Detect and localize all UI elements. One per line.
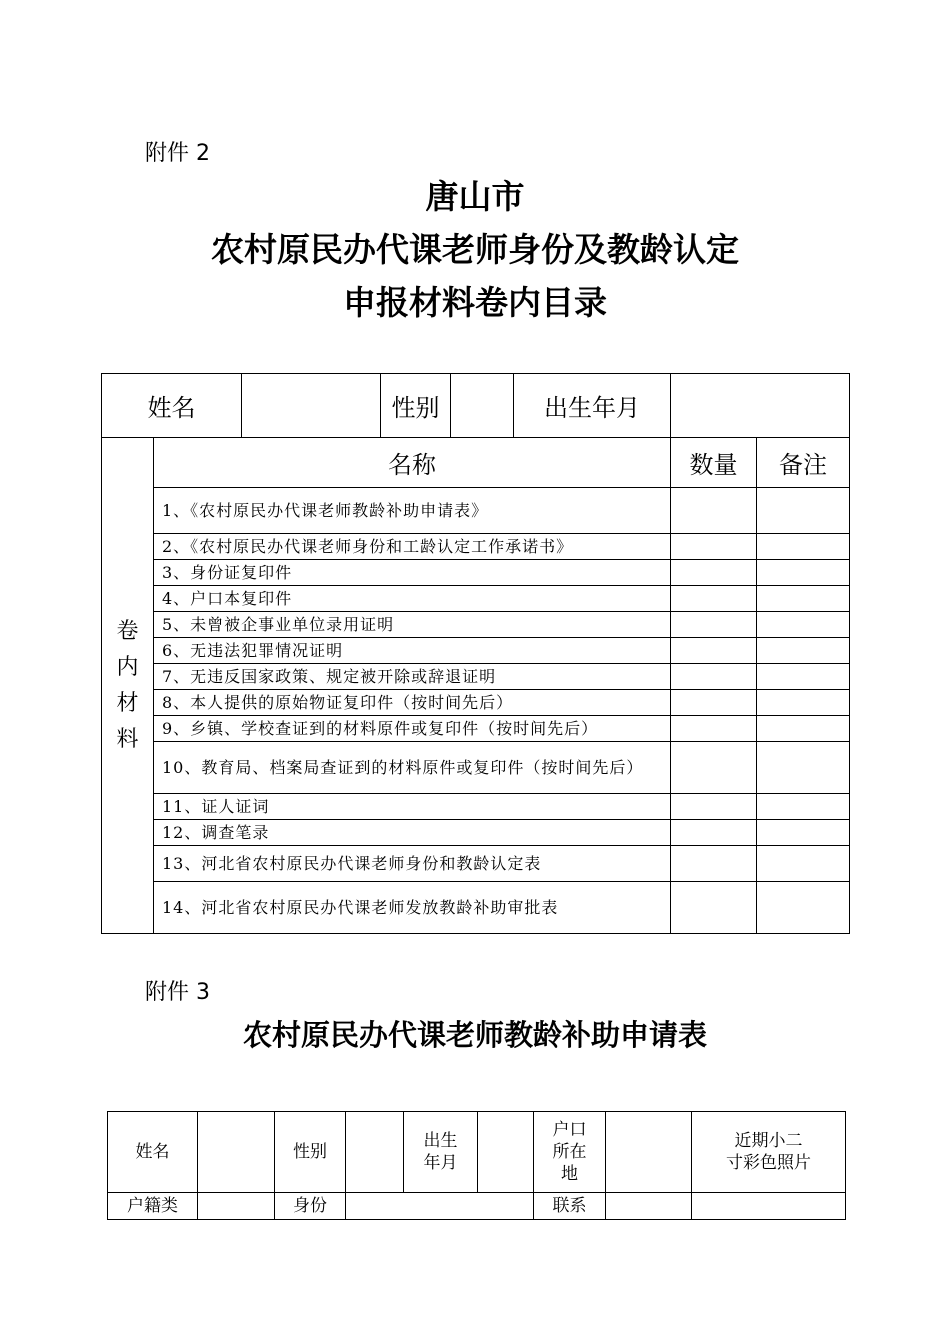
quantity-cell[interactable] bbox=[671, 820, 757, 846]
table-row bbox=[102, 690, 850, 716]
form-contact-value[interactable] bbox=[606, 1193, 692, 1220]
form-contact-label: 联系 bbox=[534, 1193, 606, 1220]
form-birth-label: 出生 年月 bbox=[404, 1112, 478, 1193]
remarks-cell[interactable] bbox=[757, 690, 850, 716]
quantity-cell[interactable] bbox=[671, 488, 757, 534]
side-label-cell bbox=[102, 438, 154, 934]
title-line-2: 农村原民办代课老师身份及教龄认定 bbox=[211, 230, 739, 269]
catalog-table bbox=[101, 373, 850, 934]
application-form-table bbox=[107, 1111, 846, 1220]
table-row bbox=[102, 820, 850, 846]
gender-label: 性别 bbox=[381, 374, 451, 438]
table-row bbox=[102, 560, 850, 586]
item-label: 8、本人提供的原始物证复印件（按时间先后） bbox=[154, 690, 671, 716]
quantity-cell[interactable] bbox=[671, 638, 757, 664]
quantity-cell[interactable] bbox=[671, 882, 757, 934]
item-label: 1、《农村原民办代课老师教龄补助申请表》 bbox=[154, 488, 671, 534]
side-char: 料 bbox=[116, 726, 139, 752]
column-remarks-header: 备注 bbox=[757, 438, 850, 488]
remarks-cell[interactable] bbox=[757, 742, 850, 794]
remarks-cell[interactable] bbox=[757, 664, 850, 690]
item-label: 4、户口本复印件 bbox=[154, 586, 671, 612]
form-birth-value[interactable] bbox=[478, 1112, 534, 1193]
item-label: 9、乡镇、学校查证到的材料原件或复印件（按时间先后） bbox=[154, 716, 671, 742]
item-label: 11、证人证词 bbox=[154, 794, 671, 820]
side-char: 材 bbox=[116, 690, 139, 716]
quantity-cell[interactable] bbox=[671, 560, 757, 586]
form-gender-value[interactable] bbox=[346, 1112, 404, 1193]
attachment-3-label: 附件 3 bbox=[145, 980, 210, 1005]
quantity-cell[interactable] bbox=[671, 690, 757, 716]
table-row bbox=[102, 488, 850, 534]
title-line-3: 申报材料卷内目录 bbox=[343, 283, 607, 322]
form-hukou-type-value[interactable] bbox=[198, 1193, 275, 1220]
form-identity-value[interactable] bbox=[346, 1193, 534, 1220]
remarks-cell[interactable] bbox=[757, 586, 850, 612]
remarks-cell[interactable] bbox=[757, 882, 850, 934]
remarks-cell[interactable] bbox=[757, 716, 850, 742]
table-row bbox=[102, 716, 850, 742]
form-hukou-value[interactable] bbox=[606, 1112, 692, 1193]
remarks-cell[interactable] bbox=[757, 638, 850, 664]
title-line-1: 唐山市 bbox=[425, 177, 525, 216]
remarks-cell[interactable] bbox=[757, 612, 850, 638]
attachment-2-label: 附件 2 bbox=[145, 141, 210, 166]
table-row bbox=[102, 664, 850, 690]
quantity-cell[interactable] bbox=[671, 534, 757, 560]
gender-value-cell[interactable] bbox=[451, 374, 514, 438]
item-label: 3、身份证复印件 bbox=[154, 560, 671, 586]
table-row bbox=[102, 612, 850, 638]
form-name-value[interactable] bbox=[198, 1112, 275, 1193]
remarks-cell[interactable] bbox=[757, 488, 850, 534]
item-label: 7、无违反国家政策、规定被开除或辞退证明 bbox=[154, 664, 671, 690]
table-row bbox=[102, 846, 850, 882]
form-extra-value[interactable] bbox=[692, 1193, 846, 1220]
remarks-cell[interactable] bbox=[757, 560, 850, 586]
table-row bbox=[102, 534, 850, 560]
name-label: 姓名 bbox=[102, 374, 242, 438]
form-hukou-type-label: 户籍类 bbox=[108, 1193, 198, 1220]
name-value-cell[interactable] bbox=[242, 374, 381, 438]
birth-label: 出生年月 bbox=[514, 374, 671, 438]
form-gender-label: 性别 bbox=[275, 1112, 346, 1193]
item-label: 14、河北省农村原民办代课老师发放教龄补助审批表 bbox=[154, 882, 671, 934]
quantity-cell[interactable] bbox=[671, 846, 757, 882]
item-label: 10、教育局、档案局查证到的材料原件或复印件（按时间先后） bbox=[154, 742, 671, 794]
side-char: 卷 bbox=[116, 618, 139, 644]
form-photo-label: 近期小二 寸彩色照片 bbox=[692, 1112, 846, 1193]
column-quantity-header: 数量 bbox=[671, 438, 757, 488]
form-hukou-label: 户口 所在 地 bbox=[534, 1112, 606, 1193]
item-label: 13、河北省农村原民办代课老师身份和教龄认定表 bbox=[154, 846, 671, 882]
application-form-title: 农村原民办代课老师教龄补助申请表 bbox=[242, 1018, 707, 1052]
item-label: 5、未曾被企事业单位录用证明 bbox=[154, 612, 671, 638]
form-identity-label: 身份 bbox=[275, 1193, 346, 1220]
remarks-cell[interactable] bbox=[757, 846, 850, 882]
quantity-cell[interactable] bbox=[671, 586, 757, 612]
table-row bbox=[102, 638, 850, 664]
item-label: 6、无违法犯罪情况证明 bbox=[154, 638, 671, 664]
table-row bbox=[102, 742, 850, 794]
column-name-header: 名称 bbox=[154, 438, 671, 488]
table-row bbox=[102, 586, 850, 612]
table-row bbox=[102, 882, 850, 934]
form-name-label: 姓名 bbox=[108, 1112, 198, 1193]
quantity-cell[interactable] bbox=[671, 612, 757, 638]
remarks-cell[interactable] bbox=[757, 534, 850, 560]
quantity-cell[interactable] bbox=[671, 742, 757, 794]
remarks-cell[interactable] bbox=[757, 794, 850, 820]
quantity-cell[interactable] bbox=[671, 664, 757, 690]
quantity-cell[interactable] bbox=[671, 794, 757, 820]
item-label: 12、调查笔录 bbox=[154, 820, 671, 846]
birth-value-cell[interactable] bbox=[671, 374, 850, 438]
table-row bbox=[102, 794, 850, 820]
remarks-cell[interactable] bbox=[757, 820, 850, 846]
quantity-cell[interactable] bbox=[671, 716, 757, 742]
item-label: 2、《农村原民办代课老师身份和工龄认定工作承诺书》 bbox=[154, 534, 671, 560]
side-char: 内 bbox=[116, 654, 139, 680]
